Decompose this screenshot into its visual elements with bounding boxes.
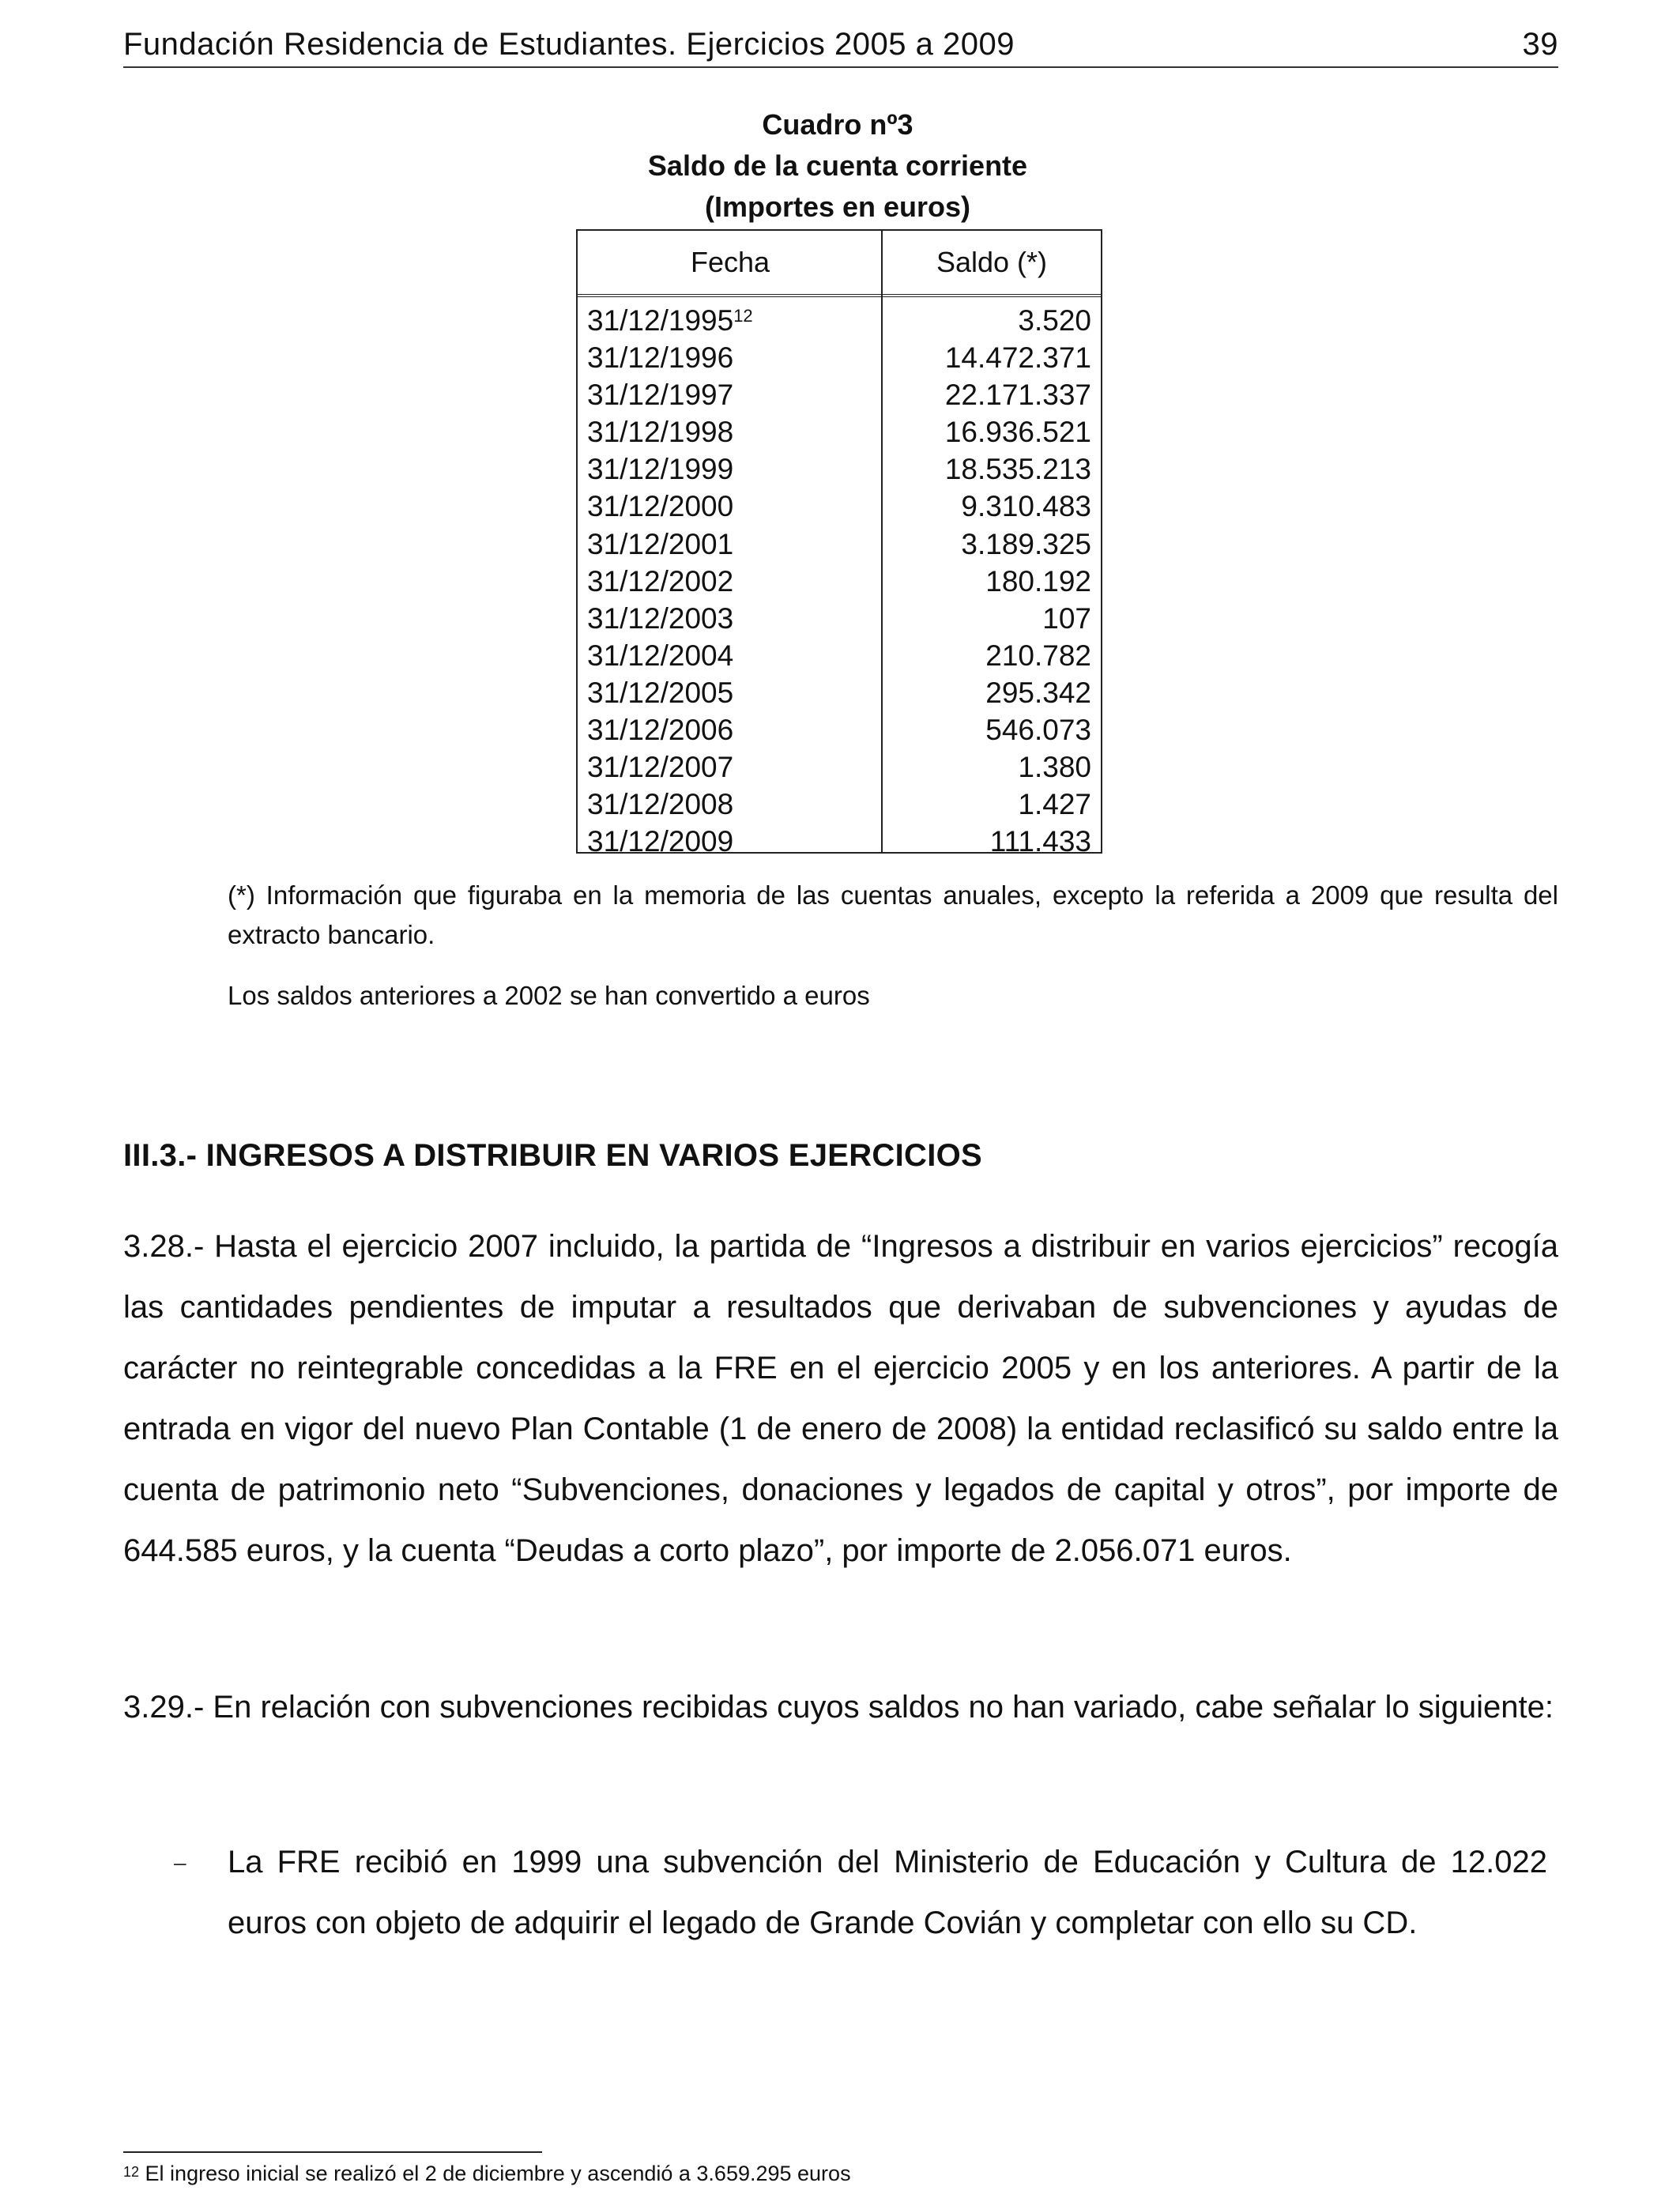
table-row <box>578 748 1101 786</box>
footnote-ref: 12 <box>733 306 753 326</box>
cell-fecha: 31/12/2000 <box>587 490 734 523</box>
footnote-number: 12 <box>123 2164 140 2180</box>
cell-fecha: 31/12/1998 <box>587 416 734 449</box>
column-header-fecha: Fecha <box>690 246 770 278</box>
cell-saldo: 1.427 <box>1018 788 1091 821</box>
page-header <box>123 25 1558 68</box>
table-row <box>578 413 1101 450</box>
cell-fecha: 31/12/2009 <box>587 825 734 858</box>
paragraph-3-28: 3.28.- Hasta el ejercicio 2007 incluido, la partida de “Ingresos a distribuir en varios ejercicios” recogía las cantidades pendientes de imputar a resultados que derivaban de subvenciones y ayudas de carácter no reintegrable concedidas a la FRE en el ejercicio 2005 y en los anteriores. A partir de la entrada en vigor del nuevo Plan Contable (1 de enero de 2008) la entidad reclasificó su saldo entre la cuenta de patrimonio neto “Subvenciones, donaciones y legados de capital y otros”, por importe de 644.585 euros, y la cuenta “Deudas a corto plazo”, por importe de 2.056.071 euros. <box>123 1229 1558 1568</box>
cell-saldo: 16.936.521 <box>944 416 1091 449</box>
cell-saldo: 9.310.483 <box>961 490 1091 523</box>
cell-fecha: 31/12/2001 <box>587 527 734 560</box>
caption-line-1: Cuadro nº3 <box>762 108 913 141</box>
table-header <box>578 231 1101 297</box>
bullet-marker: – <box>174 1850 186 1875</box>
table-row <box>578 786 1101 823</box>
cell-fecha: 31/12/1995$^{12}$ <box>587 304 753 337</box>
table-row <box>578 302 1101 339</box>
table-row <box>578 637 1101 674</box>
cell-fecha: 31/12/2007 <box>587 751 734 784</box>
caption-line-3: (Importes en euros) <box>704 190 971 223</box>
cell-fecha: 31/12/2004 <box>587 639 734 672</box>
cell-fecha: 31/12/1999 <box>587 453 734 486</box>
cell-saldo: 546.073 <box>985 714 1091 747</box>
cell-saldo: 107 <box>1042 601 1091 635</box>
cell-fecha: 31/12/2002 <box>587 564 734 598</box>
section-title: III.3.- INGRESOS A DISTRIBUIR EN VARIOS EJERCICIOS <box>123 1138 983 1173</box>
table-row <box>578 376 1101 413</box>
table-row <box>578 563 1101 600</box>
table-row <box>578 711 1101 748</box>
caption-line-2: Saldo de la cuenta corriente <box>647 149 1028 182</box>
cell-fecha: 31/12/1996 <box>587 341 734 375</box>
table-body <box>578 302 1101 860</box>
cell-fecha: 31/12/2003 <box>587 601 734 635</box>
bullet-item-1: La FRE recibió en 1999 una subvención del Ministerio de Educación y Cultura de 12.022 euros con objeto de adquirir el legado de Grande Covián y completar con ello su CD. <box>228 1845 1547 1940</box>
table-note-1: (*) Información que figuraba en la memoria de las cuentas anuales, excepto la referida a 2009 que resulta del extracto bancario. <box>228 880 1558 949</box>
cell-saldo: 180.192 <box>985 564 1091 598</box>
cell-saldo: 295.342 <box>985 676 1091 709</box>
page-number: 39 <box>1522 27 1558 62</box>
table-note-2: Los saldos anteriores a 2002 se han convertido a euros <box>228 981 870 1010</box>
cell-saldo: 3.520 <box>1018 304 1091 337</box>
cell-saldo: 210.782 <box>985 639 1091 672</box>
cell-saldo: 1.380 <box>1018 751 1091 784</box>
table-row <box>578 488 1101 525</box>
cell-saldo: 111.433 <box>989 825 1091 858</box>
cell-saldo: 3.189.325 <box>961 527 1091 560</box>
cell-fecha: 31/12/1997 <box>587 379 734 412</box>
table-row <box>578 674 1101 711</box>
table-row <box>578 339 1101 376</box>
table-row <box>578 823 1101 860</box>
table-row <box>578 526 1101 563</box>
footnote-text: El ingreso inicial se realizó el 2 de diciembre y ascendió a 3.659.295 euros <box>145 2162 851 2185</box>
table-row <box>578 600 1101 637</box>
column-header-saldo: Saldo (*) <box>936 246 1048 278</box>
cell-fecha: 31/12/2006 <box>587 714 734 747</box>
cell-saldo: 22.171.337 <box>944 379 1091 412</box>
paragraph-3-29: 3.29.- En relación con subvenciones recibidas cuyos saldos no han variado, cabe señalar lo siguiente: <box>123 1690 1554 1725</box>
footnote-divider <box>123 2151 542 2153</box>
footnote <box>123 2160 851 2187</box>
cell-saldo: 18.535.213 <box>944 453 1091 486</box>
cell-saldo: 14.472.371 <box>944 341 1091 375</box>
cell-fecha: 31/12/2008 <box>587 788 734 821</box>
balance-table <box>576 229 1102 858</box>
table-row <box>578 450 1101 488</box>
cell-fecha: 31/12/2005 <box>587 676 734 709</box>
header-title: Fundación Residencia de Estudiantes. Ejercicios 2005 a 2009 <box>123 27 1015 62</box>
table-caption <box>490 104 1185 228</box>
